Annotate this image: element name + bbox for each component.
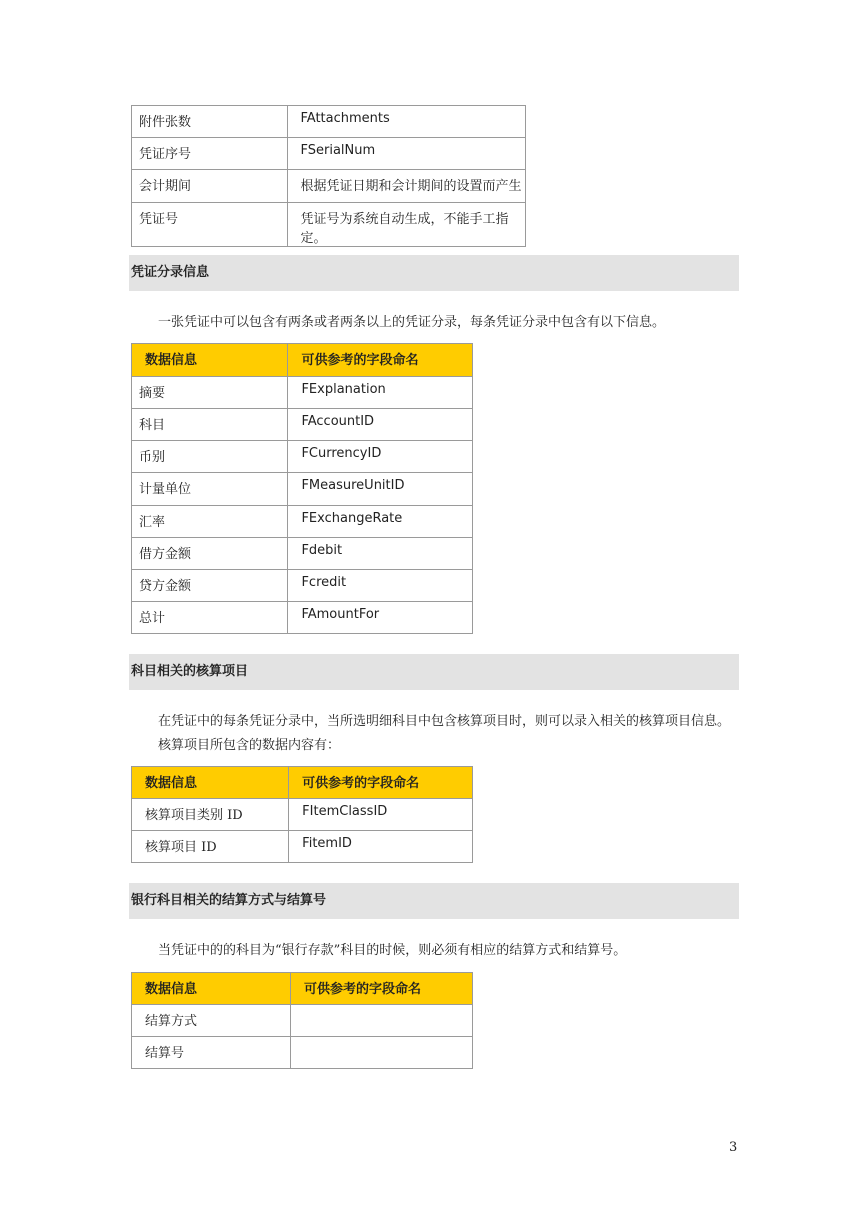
section-paragraph: 一张凭证中可以包含有两条或者两条以上的凭证分录，每条凭证分录中包含有以下信息。 bbox=[158, 315, 666, 330]
settlement-fields-table bbox=[131, 972, 473, 1069]
data-info-cell: 会计期间 bbox=[132, 170, 288, 203]
table-row bbox=[132, 602, 473, 634]
data-info-cell: 结算号 bbox=[132, 1037, 291, 1069]
section-paragraph: 当凭证中的的科目为“银行存款”科目的时候，则必须有相应的结算方式和结算号。 bbox=[158, 943, 627, 958]
table-row bbox=[132, 138, 526, 170]
table-row bbox=[132, 409, 473, 441]
table-header-row bbox=[132, 344, 473, 377]
field-name-cell: FAccountID bbox=[288, 409, 473, 441]
field-name-cell: 根据凭证日期和会计期间的设置而产生 bbox=[287, 170, 526, 203]
data-info-cell: 币别 bbox=[132, 441, 288, 473]
section-heading-settlement bbox=[129, 883, 739, 919]
table-row bbox=[132, 1037, 473, 1069]
field-name-cell bbox=[291, 1005, 473, 1037]
data-info-cell: 凭证号 bbox=[132, 203, 288, 247]
table-row bbox=[132, 473, 473, 506]
data-info-cell: 总计 bbox=[132, 602, 288, 634]
field-name-cell: FAmountFor bbox=[288, 602, 473, 634]
table-row bbox=[132, 831, 473, 863]
section-heading-account-items bbox=[129, 654, 739, 690]
field-name-cell: FCurrencyID bbox=[288, 441, 473, 473]
table-row bbox=[132, 570, 473, 602]
table-row bbox=[132, 441, 473, 473]
field-name-cell bbox=[291, 1037, 473, 1069]
data-info-cell: 计量单位 bbox=[132, 473, 288, 506]
voucher-header-fields-table bbox=[131, 105, 526, 247]
table-row bbox=[132, 170, 526, 203]
header-field-name: 可供参考的字段命名 bbox=[291, 973, 473, 1005]
page-number: 3 bbox=[729, 1140, 738, 1155]
data-info-cell: 核算项目 ID bbox=[132, 831, 289, 863]
section-paragraph-line2: 核算项目所包含的数据内容有： bbox=[158, 738, 341, 753]
field-name-cell: Fcredit bbox=[288, 570, 473, 602]
field-name-cell: FExplanation bbox=[288, 377, 473, 409]
section-paragraph-line1: 在凭证中的每条凭证分录中，当所选明细科目中包含核算项目时，则可以录入相关的核算项目信息。 bbox=[158, 714, 731, 729]
table-row bbox=[132, 799, 473, 831]
field-name-cell: FItemClassID bbox=[289, 799, 473, 831]
data-info-cell: 凭证序号 bbox=[132, 138, 288, 170]
data-info-cell: 科目 bbox=[132, 409, 288, 441]
section-title: 银行科目相关的结算方式与结算号 bbox=[131, 893, 327, 908]
field-name-cell: FMeasureUnitID bbox=[288, 473, 473, 506]
header-field-name: 可供参考的字段命名 bbox=[288, 344, 473, 377]
table-row bbox=[132, 203, 526, 247]
data-info-cell: 借方金额 bbox=[132, 538, 288, 570]
table-row bbox=[132, 1005, 473, 1037]
data-info-cell: 核算项目类别 ID bbox=[132, 799, 289, 831]
section-title: 凭证分录信息 bbox=[131, 265, 210, 280]
table-row bbox=[132, 106, 526, 138]
field-name-cell: FitemID bbox=[289, 831, 473, 863]
data-info-cell: 附件张数 bbox=[132, 106, 288, 138]
table-header-row bbox=[132, 767, 473, 799]
field-name-cell: Fdebit bbox=[288, 538, 473, 570]
table-row bbox=[132, 506, 473, 538]
data-info-cell: 汇率 bbox=[132, 506, 288, 538]
header-data-info: 数据信息 bbox=[132, 973, 291, 1005]
table-row bbox=[132, 377, 473, 409]
section-title: 科目相关的核算项目 bbox=[131, 664, 249, 679]
header-data-info: 数据信息 bbox=[132, 767, 289, 799]
field-name-cell: 凭证号为系统自动生成，不能手工指定。 bbox=[287, 203, 526, 247]
accounting-item-fields-table bbox=[131, 766, 473, 863]
header-data-info: 数据信息 bbox=[132, 344, 288, 377]
field-name-cell: FAttachments bbox=[287, 106, 526, 138]
header-field-name: 可供参考的字段命名 bbox=[289, 767, 473, 799]
field-name-cell: FExchangeRate bbox=[288, 506, 473, 538]
voucher-entry-fields-table bbox=[131, 343, 473, 634]
table-row bbox=[132, 538, 473, 570]
table-header-row bbox=[132, 973, 473, 1005]
field-name-cell: FSerialNum bbox=[287, 138, 526, 170]
section-heading-voucher-entries bbox=[129, 255, 739, 291]
data-info-cell: 结算方式 bbox=[132, 1005, 291, 1037]
data-info-cell: 贷方金额 bbox=[132, 570, 288, 602]
data-info-cell: 摘要 bbox=[132, 377, 288, 409]
